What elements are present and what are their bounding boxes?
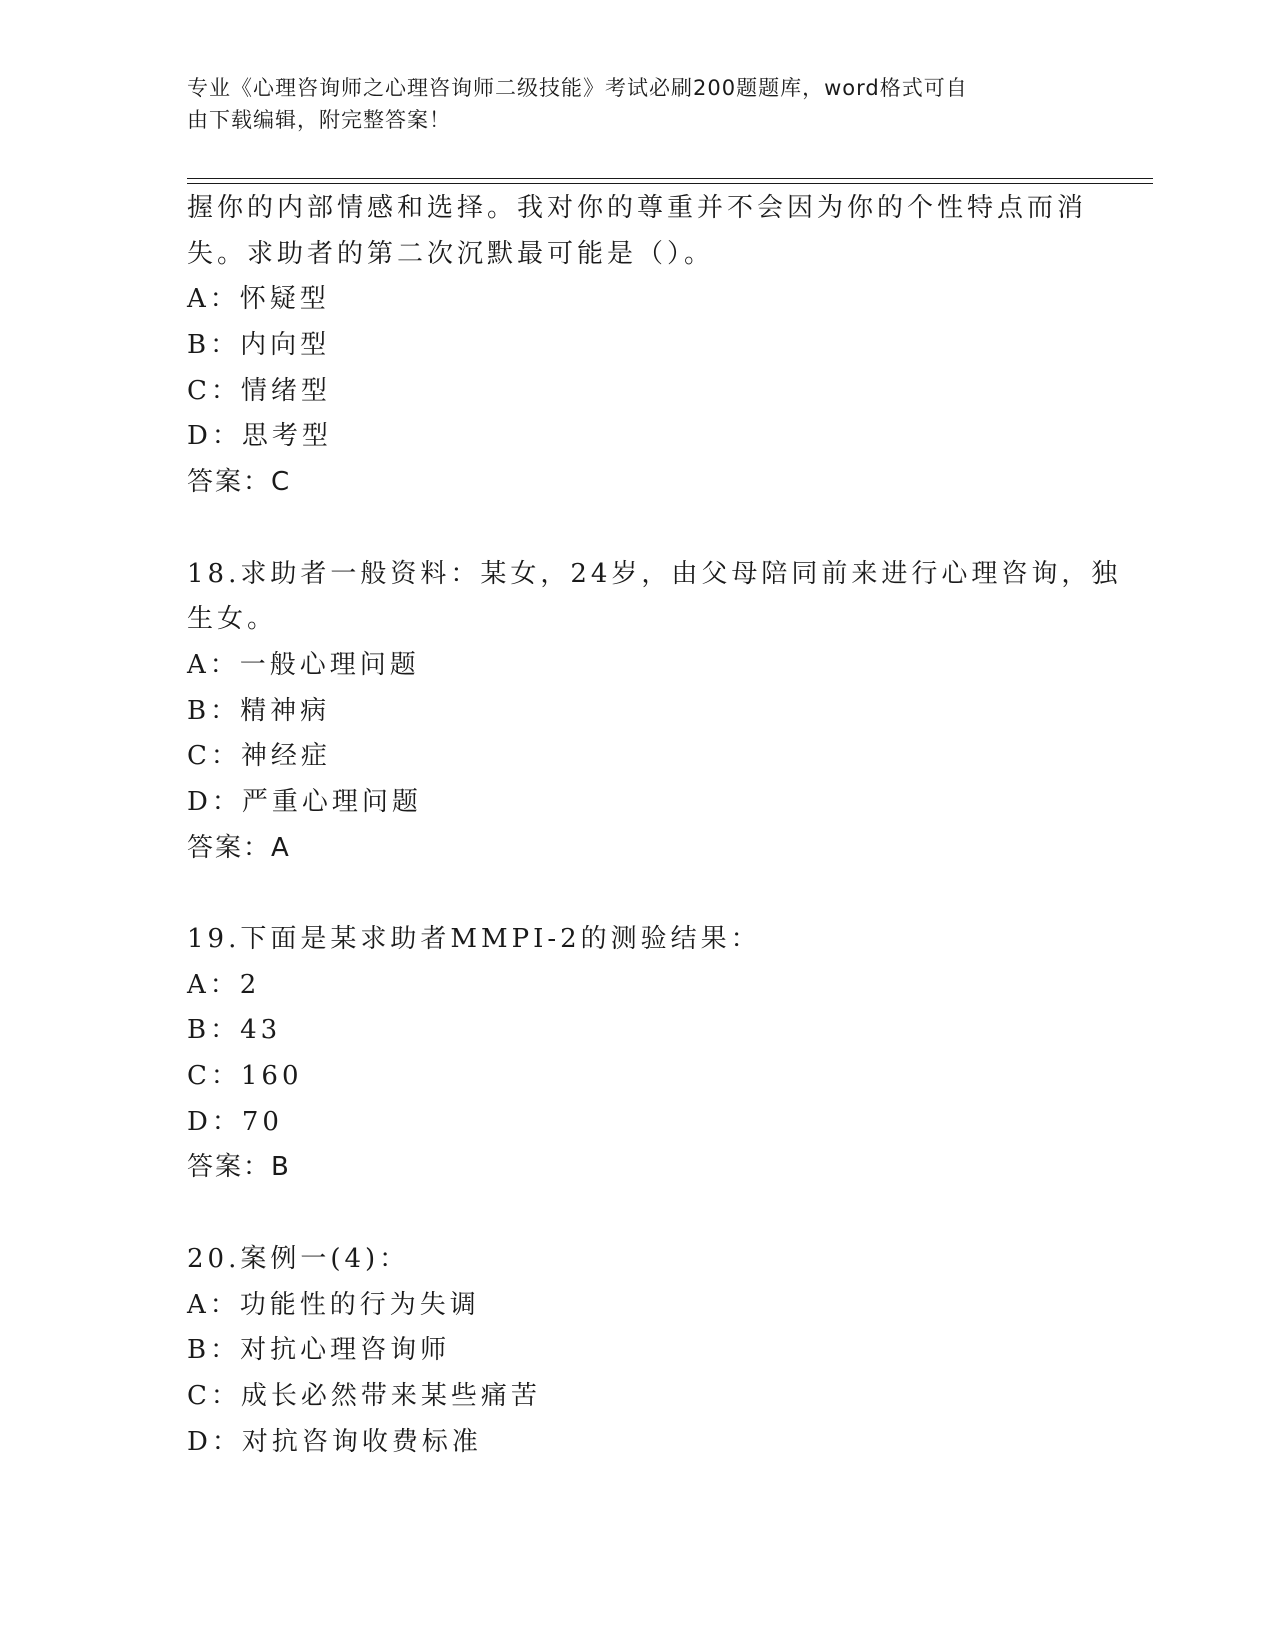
option-d: D：70 bbox=[187, 1106, 283, 1137]
option-b: B：内向型 bbox=[187, 330, 331, 361]
option-a: A：2 bbox=[187, 969, 261, 1000]
option-c: C：神经症 bbox=[187, 741, 331, 772]
question-spacer bbox=[187, 1191, 1117, 1237]
question-spacer bbox=[187, 506, 1117, 552]
answer-text: 答案：B bbox=[187, 1152, 291, 1183]
option-b: B：43 bbox=[187, 1015, 282, 1046]
header-line-1: 专业《心理咨询师之心理咨询师二级技能》考试必刷200题题库，word格式可自 bbox=[187, 76, 968, 100]
option-a: A：怀疑型 bbox=[187, 284, 330, 315]
question-text: 19.下面是某求助者MMPI-2的测验结果： bbox=[187, 924, 761, 954]
option-c: C：情绪型 bbox=[187, 375, 331, 406]
question-text: 握你的内部情感和选择。我对你的尊重并不会因为你的个性特点而消 bbox=[187, 193, 1088, 223]
question-text: 生女。 bbox=[187, 604, 278, 635]
question-list bbox=[187, 186, 1122, 1465]
header-divider-top bbox=[187, 178, 1153, 179]
answer-text: 答案：C bbox=[187, 467, 292, 498]
option-d: D：严重心理问题 bbox=[187, 786, 422, 817]
question-19 bbox=[187, 917, 1117, 1237]
question-17 bbox=[187, 186, 1117, 552]
option-b: B：对抗心理咨询师 bbox=[187, 1335, 451, 1366]
option-c: C：160 bbox=[187, 1061, 303, 1092]
answer-text: 答案：A bbox=[187, 832, 291, 863]
question-text: 20.案例一(4)： bbox=[187, 1243, 410, 1274]
document-header bbox=[187, 72, 1077, 136]
question-18 bbox=[187, 552, 1122, 918]
header-line-2: 由下载编辑，附完整答案！ bbox=[187, 108, 451, 132]
header-divider-bottom bbox=[187, 183, 1153, 184]
option-d: D：思考型 bbox=[187, 421, 332, 452]
question-text: 18.求助者一般资料：某女，24岁，由父母陪同前来进行心理咨询，独 bbox=[187, 558, 1122, 589]
option-c: C：成长必然带来某些痛苦 bbox=[187, 1380, 541, 1411]
option-d: D：对抗咨询收费标准 bbox=[187, 1426, 482, 1457]
option-a: A：功能性的行为失调 bbox=[187, 1289, 480, 1320]
question-20 bbox=[187, 1237, 1117, 1465]
question-text: 失。求助者的第二次沉默最可能是（）。 bbox=[187, 238, 715, 269]
question-spacer bbox=[187, 871, 1117, 917]
option-a: A：一般心理问题 bbox=[187, 649, 420, 680]
option-b: B：精神病 bbox=[187, 695, 331, 726]
